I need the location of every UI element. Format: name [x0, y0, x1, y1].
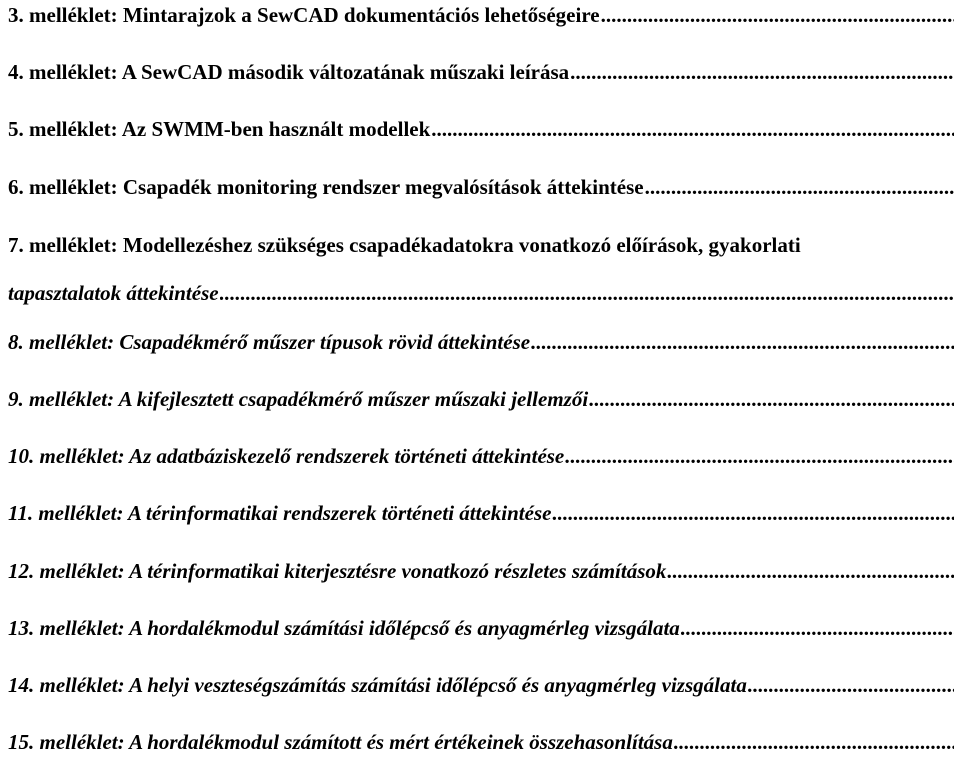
toc-entry-7-continuation[interactable]: [8, 279, 954, 327]
toc-entry-text: 6. melléklet: Csapadék monitoring rendszer megvalósítások áttekintése: [8, 174, 644, 199]
toc-entry-text: 11. melléklet: A térinformatikai rendszerek történeti áttekintése: [8, 501, 552, 526]
toc-entry-11[interactable]: [8, 498, 954, 555]
toc-entry-text: 9. melléklet: A kifejlesztett csapadékmérő műszer műszaki jellemzői: [8, 386, 589, 411]
toc-entry-text: 14. melléklet: A helyi veszteségszámítás számítási időlépcső és anyagmérleg vizsgálata: [8, 672, 747, 697]
toc-entry-text: 7. melléklet: Modellezéshez szükséges csapadékadatokra vonatkozó előírások, gyakorlati: [8, 232, 801, 257]
dot-leader: [589, 385, 954, 413]
dot-leader: [431, 115, 954, 143]
toc-entry-text: 3. melléklet: Mintarajzok a SewCAD dokumentációs lehetőségeire: [8, 3, 600, 27]
table-of-contents: [8, 0, 954, 784]
toc-entry-13[interactable]: [8, 613, 954, 670]
toc-entry-text: tapasztalatok áttekintése: [8, 280, 219, 305]
dot-leader: [674, 728, 954, 756]
toc-entry-10[interactable]: [8, 441, 954, 498]
dot-leader: [748, 671, 954, 699]
dot-leader: [681, 614, 954, 642]
toc-entry-text: 8. melléklet: Csapadékmérő műszer típusok rövid áttekintése: [8, 329, 531, 354]
toc-entry-text: 4. melléklet: A SewCAD második változatának műszaki leírása: [8, 60, 570, 85]
toc-entry-14[interactable]: [8, 670, 954, 727]
dot-leader: [601, 1, 954, 29]
toc-entry-5[interactable]: [8, 114, 954, 171]
toc-entry-9[interactable]: [8, 384, 954, 441]
dot-leader: [531, 328, 954, 356]
dot-leader: [645, 173, 954, 201]
toc-entry-text: 15. melléklet: A hordalékmodul számított és mért értékeinek összehasonlítása: [8, 730, 673, 755]
toc-entry-text: 12. melléklet: A térinformatikai kiterjesztésre vonatkozó részletes számítások: [8, 558, 667, 583]
toc-entry-6[interactable]: [8, 172, 954, 229]
dot-leader: [552, 499, 954, 527]
toc-entry-15[interactable]: [8, 727, 954, 784]
dot-leader: [667, 557, 954, 585]
toc-entry-4[interactable]: [8, 57, 954, 114]
toc-entry-7[interactable]: [8, 229, 954, 279]
dot-leader: [220, 279, 954, 307]
dot-leader: [565, 442, 954, 470]
toc-entry-text: 5. melléklet: Az SWMM-ben használt modellek: [8, 117, 431, 142]
toc-entry-text: 10. melléklet: Az adatbáziskezelő rendszerek történeti áttekintése: [8, 444, 565, 469]
toc-entry-text: 13. melléklet: A hordalékmodul számítási időlépcső és anyagmérleg vizsgálata: [8, 615, 680, 640]
toc-entry-3[interactable]: [8, 0, 954, 57]
toc-entry-12[interactable]: [8, 556, 954, 613]
toc-entry-8[interactable]: [8, 327, 954, 384]
dot-leader: [570, 58, 954, 86]
